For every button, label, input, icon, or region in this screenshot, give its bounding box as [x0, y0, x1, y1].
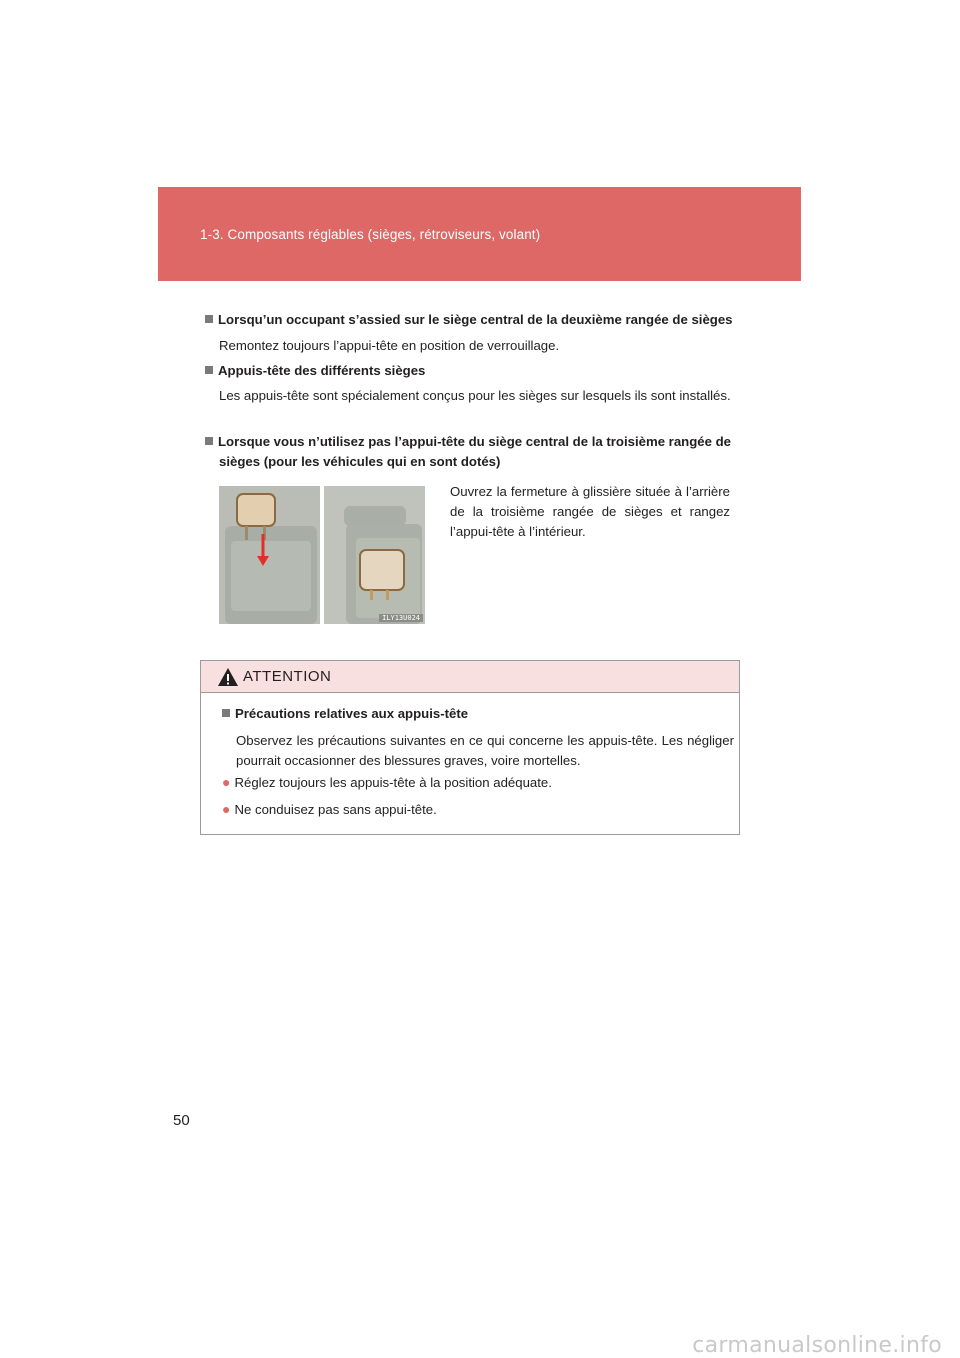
seat-back-illustration-icon [324, 486, 425, 624]
heading-center-seat-second-row: Lorsqu’un occupant s’assied sur le siège central de la deuxième rangée de sièges [205, 310, 737, 330]
square-bullet-icon [205, 315, 213, 323]
page-number: 50 [173, 1112, 190, 1129]
square-bullet-icon [205, 437, 213, 445]
attention-item: ● Ne conduisez pas sans appui-tête. [222, 801, 437, 817]
figure-caption: Ouvrez la fermeture à glissière située à l’arrière de la troisième rangée de sièges et rangez l’appui-tête à l’intérieur. [450, 484, 730, 539]
figure-id: ILY13U024 [379, 614, 423, 622]
attention-item: ● Réglez toujours les appuis-tête à la position adéquate. [222, 774, 552, 790]
section-header-band [158, 187, 801, 281]
attention-text: Observez les précautions suivantes en ce qui concerne les appuis-tête. Les négliger pourrait occasionner des blessures graves, voire mortelles. [236, 733, 734, 768]
attention-heading: Précautions relatives aux appuis-tête [222, 706, 468, 721]
watermark: carmanualsonline.info [692, 1333, 942, 1358]
round-bullet-icon: ● [222, 801, 231, 817]
round-bullet-icon: ● [222, 774, 231, 790]
seat-photo-headrest-stored [324, 486, 425, 624]
seat-illustration-icon [219, 486, 320, 624]
square-bullet-icon [222, 709, 230, 717]
attention-title: ATTENTION [243, 668, 332, 685]
section-title: 1-3. Composants réglables (sièges, rétroviseurs, volant) [200, 227, 541, 242]
headrest-storage-figure [219, 486, 425, 624]
paragraph-raise-headrest: Remontez toujours l’appui-tête en position de verrouillage. [219, 338, 560, 353]
seat-photo-headrest-removal [219, 486, 320, 624]
attention-title-bar [201, 661, 739, 693]
warning-triangle-icon [217, 667, 239, 687]
heading-third-row-headrest: Lorsque vous n’utilisez pas l’appui-tête du siège central de la troisième rangée de sièges (pour les véhicules qui en sont dotés) [205, 432, 751, 472]
square-bullet-icon [205, 366, 213, 374]
heading-headrests-different-seats: Appuis-tête des différents sièges [205, 361, 737, 381]
paragraph-headrest-design: Les appuis-tête sont spécialement conçus pour les sièges sur lesquels ils sont installés. [219, 388, 731, 403]
